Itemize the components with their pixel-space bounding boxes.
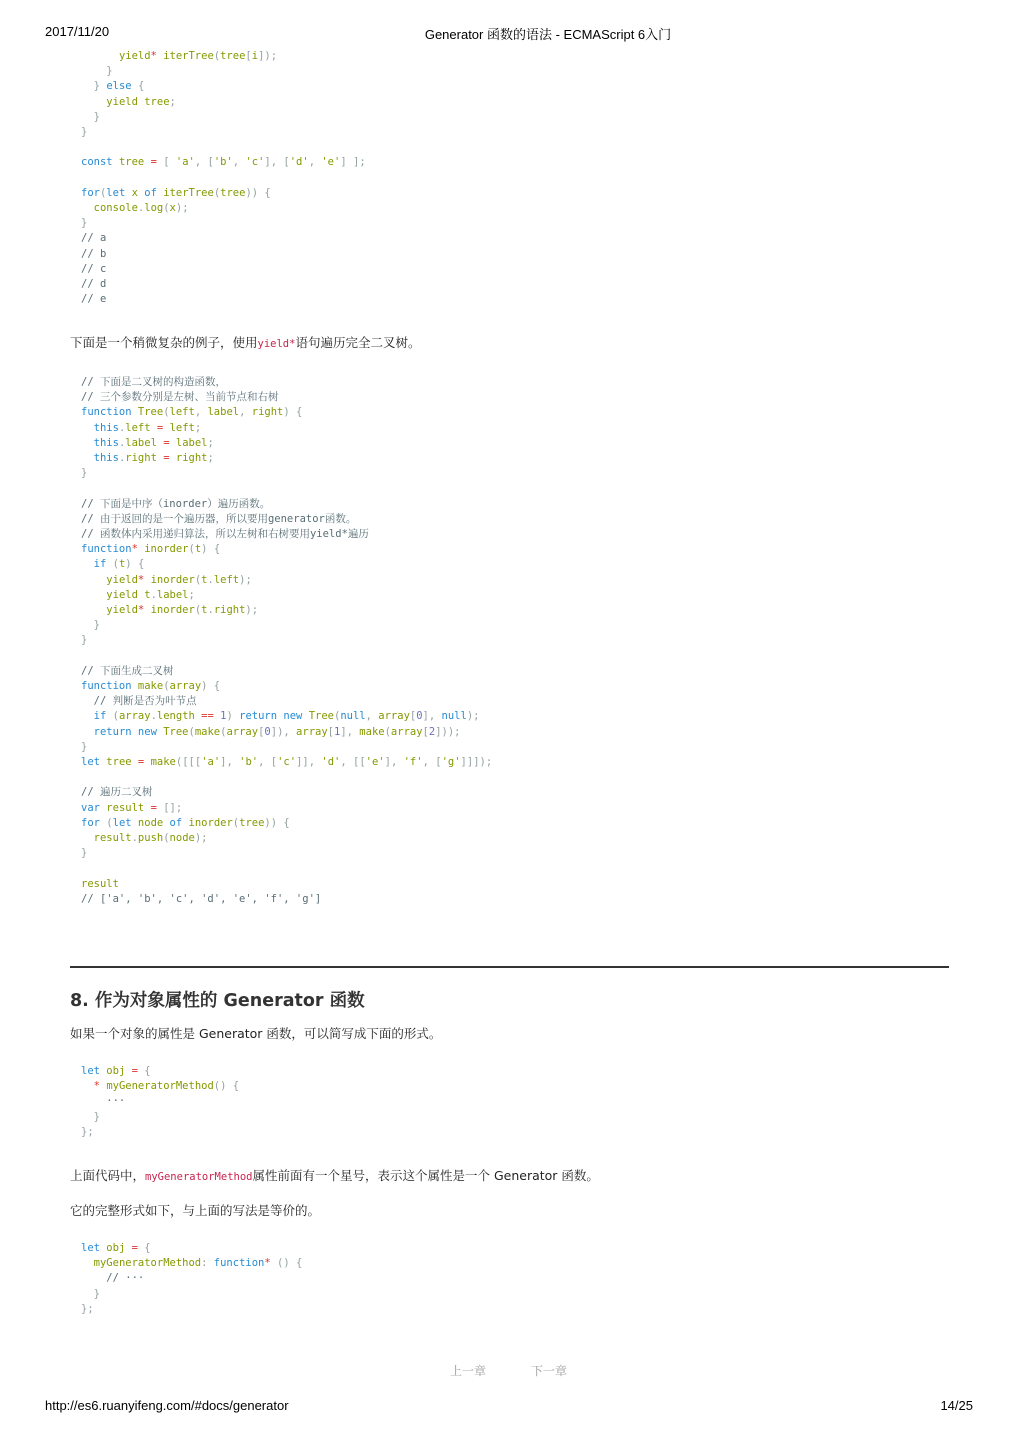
- print-footer: [0, 1396, 1018, 1416]
- print-url: http://es6.ruanyifeng.com/#docs/generator: [45, 1398, 289, 1413]
- paragraph-full-form-note: 它的完整形式如下，与上面的写法是等价的。: [70, 1203, 321, 1218]
- print-header: [0, 22, 1018, 42]
- print-page-number: 14/25: [940, 1398, 973, 1413]
- section-heading: 8. 作为对象属性的 Generator 函数: [70, 991, 365, 1011]
- chapter-pager: [0, 1362, 1018, 1382]
- paragraph-object-property-intro: 如果一个对象的属性是 Generator 函数，可以简写成下面的形式。: [70, 1026, 442, 1041]
- paragraph-star-note: 上面代码中，myGeneratorMethod属性前面有一个星号，表示这个属性是一个 Generator 函数。: [70, 1168, 599, 1183]
- inline-code-method-name: myGeneratorMethod: [145, 1171, 253, 1183]
- code-block-iter-tree: yield* iterTree(tree[i]); } } else { yield tree; } } const tree = [ 'a', ['b', 'c'], ['d', 'e'] ]; for(let x of iterTree(tree)) { console.log(x); } // a // b // c // d // e: [81, 50, 366, 306]
- code-block-binary-tree: // 下面是二叉树的构造函数， // 三个参数分别是左树、当前节点和右树 function Tree(left, label, right) { this.left = left; this.label = label; this.right = right; } // 下面是中序（inorder）遍历函数。 // 由于返回的是一个遍历器，所以要用generator函数。 // 函数体内采用递归算法，所以左树和右树要用yield*遍历 function* inorder(t) { if (t) { yield* inorder(t.left); yield t.label; yield* inorder(t.right); } } // 下面生成二叉树 function make(array) { // 判断是否为叶节点 if (array.length == 1) return new Tree(null, array[0], null); return new Tree(make(array[0]), array[1], make(array[2])); } let tree = make([[['a'], 'b', ['c']], 'd', [['e'], 'f', ['g']]]); // 遍历二叉树 var result = []; for (let node of inorder(tree)) { result.push(node); } result // ['a', 'b', 'c', 'd', 'e', 'f', 'g']: [81, 376, 493, 905]
- paragraph-complex-example: 下面是一个稍微复杂的例子，使用yield*语句遍历完全二叉树。: [70, 335, 421, 350]
- print-date: 2017/11/20: [45, 24, 110, 39]
- print-page-title: Generator 函数的语法 - ECMAScript 6入门: [424, 27, 672, 42]
- code-block-short-method: let obj = { * myGeneratorMethod() { ··· } };: [81, 1065, 240, 1138]
- code-block-full-method: let obj = { myGeneratorMethod: function* () { // ··· } };: [81, 1242, 303, 1315]
- inline-code-yield-star: yield*: [257, 338, 296, 350]
- prev-chapter-link[interactable]: 上一章: [450, 1364, 487, 1378]
- next-chapter-link[interactable]: 下一章: [531, 1364, 568, 1378]
- section-divider: [70, 966, 949, 968]
